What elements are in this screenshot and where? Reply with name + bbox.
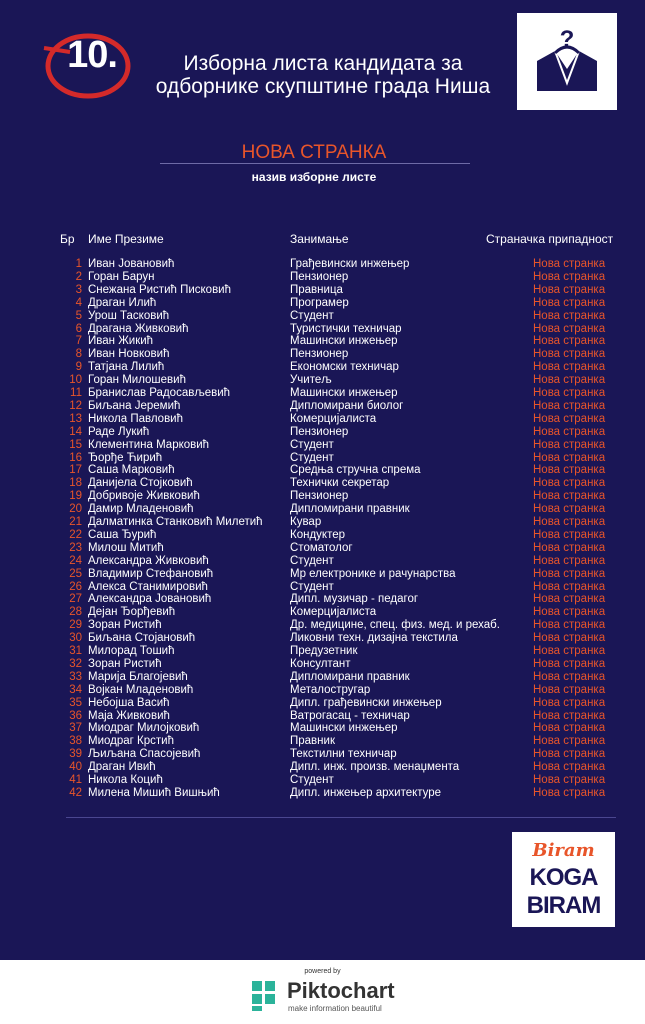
table-row: [0, 452, 645, 465]
candidate-occupation: Дипл. инжењер архитектуре: [290, 786, 442, 799]
table-row: [0, 374, 645, 387]
candidate-number: 28: [69, 606, 82, 619]
candidate-name: Иван Жикић: [88, 335, 154, 348]
candidate-name: Зоран Ристић: [88, 657, 162, 670]
table-row: [0, 297, 645, 310]
candidate-name: Снежана Ристић Писковић: [88, 283, 232, 296]
table-row: [0, 258, 645, 271]
logo-line-3: BIRAM: [526, 892, 601, 919]
candidate-party: Нова странка: [533, 722, 606, 735]
candidate-number: 19: [69, 490, 82, 503]
candidate-party: Нова странка: [533, 464, 606, 477]
candidate-party: Нова странка: [533, 412, 606, 425]
candidate-name: Алекса Станимировић: [88, 580, 208, 593]
candidate-party: Нова странка: [533, 322, 606, 335]
candidate-party: Нова странка: [533, 748, 606, 761]
candidate-party: Нова странка: [533, 451, 606, 464]
column-header-name: Име Презиме: [88, 232, 164, 246]
party-logo: [517, 13, 617, 110]
table-row: [0, 387, 645, 400]
candidate-number: 40: [69, 761, 82, 774]
candidate-name: Миодраг Милојковић: [88, 722, 200, 735]
table-row: [0, 529, 645, 542]
table-row: [0, 710, 645, 723]
table-row: [0, 581, 645, 594]
candidate-party: Нова странка: [533, 683, 606, 696]
table-row: [0, 464, 645, 477]
candidate-occupation: Технички секретар: [290, 477, 390, 490]
candidate-party: Нова странка: [533, 657, 606, 670]
candidate-occupation: Дипл. инж. произв. менаџмента: [290, 761, 460, 774]
candidate-number: 41: [69, 774, 82, 786]
candidate-occupation: Текстилни техничар: [290, 748, 397, 761]
candidate-number: 37: [69, 722, 82, 735]
candidate-number: 1: [75, 258, 82, 270]
candidate-name: Никола Павловић: [88, 412, 184, 425]
candidate-party: Нова странка: [533, 709, 606, 722]
candidate-party: Нова странка: [533, 296, 606, 309]
candidate-number: 13: [69, 412, 82, 425]
svg-text:?: ?: [559, 26, 575, 53]
table-row: [0, 284, 645, 297]
candidate-occupation: Правник: [290, 735, 335, 748]
candidate-name: Клементина Марковић: [88, 438, 210, 451]
candidate-number: 11: [70, 387, 82, 399]
candidate-party: Нова странка: [533, 632, 606, 645]
candidate-name: Војкан Младеновић: [88, 683, 194, 696]
candidate-party: Нова странка: [533, 387, 606, 399]
candidate-occupation: Предузетник: [290, 645, 358, 657]
candidate-name: Драгана Живковић: [88, 322, 189, 335]
candidate-number: 14: [69, 425, 82, 438]
candidate-party: Нова странка: [533, 490, 606, 503]
candidate-name: Милена Мишић Вишњић: [88, 786, 220, 799]
candidate-name: Горан Милошевић: [88, 374, 186, 387]
candidate-occupation: Туристички техничар: [290, 322, 402, 335]
candidate-party: Нова странка: [533, 554, 606, 567]
candidate-number: 42: [69, 786, 82, 799]
divider: [160, 163, 470, 164]
table-row: [0, 426, 645, 439]
table-row: [0, 490, 645, 503]
candidate-name: Александра Јовановић: [88, 593, 212, 606]
list-number: 10.: [67, 34, 117, 76]
table-row: [0, 722, 645, 735]
table-row: [0, 645, 645, 658]
candidate-party: Нова странка: [533, 567, 606, 580]
candidate-number: 18: [69, 477, 82, 490]
candidate-party: Нова странка: [533, 541, 606, 554]
candidate-number: 35: [69, 696, 82, 709]
candidate-name: Иван Новковић: [88, 348, 170, 361]
candidate-name: Марија Благојевић: [88, 670, 188, 683]
candidate-number: 24: [69, 554, 82, 567]
candidate-occupation: Металостругар: [290, 683, 371, 696]
candidate-party: Нова странка: [533, 425, 606, 438]
candidate-party: Нова странка: [533, 670, 606, 683]
table-row: [0, 361, 645, 374]
candidate-party: Нова странка: [533, 348, 606, 361]
candidate-occupation: Студент: [290, 554, 334, 567]
candidate-name: Дамир Младеновић: [88, 503, 194, 516]
candidate-party: Нова странка: [533, 619, 606, 632]
candidate-name: Биљана Стојановић: [88, 632, 196, 645]
table-row: [0, 310, 645, 323]
candidate-party: Нова странка: [533, 361, 606, 374]
table-row: [0, 348, 645, 361]
candidate-party: Нова странка: [533, 503, 606, 516]
candidate-name: Небојша Васић: [88, 696, 170, 709]
table-row: [0, 413, 645, 426]
candidate-name: Горан Барун: [88, 270, 155, 283]
candidate-occupation: Студент: [290, 438, 334, 451]
candidate-number: 36: [69, 709, 82, 722]
candidate-party: Нова странка: [533, 399, 606, 412]
candidate-number: 12: [69, 399, 82, 412]
table-row: [0, 323, 645, 336]
candidate-number: 6: [75, 322, 82, 335]
candidate-occupation: Пензионер: [290, 348, 349, 361]
candidate-occupation: Правница: [290, 283, 343, 296]
jacket-question-icon: [517, 13, 617, 110]
candidate-party: Нова странка: [533, 258, 606, 270]
candidate-number: 39: [69, 748, 82, 761]
biram-koga-biram-logo: [512, 832, 615, 927]
candidate-name: Биљана Јеремић: [88, 399, 181, 412]
candidate-name: Иван Јовановић: [88, 258, 175, 270]
candidate-occupation: Мр електронике и рачунарства: [290, 567, 456, 580]
powered-by-label: powered by: [304, 968, 341, 975]
candidate-party: Нова странка: [533, 786, 606, 799]
candidate-number: 22: [69, 528, 82, 541]
candidate-number: 27: [69, 593, 82, 606]
table-row: [0, 619, 645, 632]
candidate-party: Нова странка: [533, 593, 606, 606]
candidate-occupation: Кувар: [290, 516, 322, 528]
candidate-number: 9: [75, 361, 82, 374]
candidate-party: Нова странка: [533, 438, 606, 451]
candidate-party: Нова странка: [533, 516, 606, 528]
divider: [66, 817, 616, 818]
candidate-occupation: Учитељ: [290, 374, 332, 387]
candidate-party: Нова странка: [533, 761, 606, 774]
candidate-party: Нова странка: [533, 580, 606, 593]
candidate-number: 8: [75, 348, 82, 361]
table-row: [0, 593, 645, 606]
candidate-party: Нова странка: [533, 606, 606, 619]
candidate-party: Нова странка: [533, 335, 606, 348]
candidate-occupation: Економски техничар: [290, 361, 399, 374]
candidate-occupation: Средња стручна спрема: [290, 464, 421, 477]
candidate-name: Дејан Ђорђевић: [88, 606, 176, 619]
candidate-occupation: Комерцијалиста: [290, 412, 377, 425]
candidate-party: Нова странка: [533, 270, 606, 283]
candidate-party: Нова странка: [533, 774, 606, 786]
candidate-occupation: Дипломирани биолог: [290, 399, 404, 412]
piktochart-tagline: make information beautiful: [288, 1004, 382, 1013]
candidate-party: Нова странка: [533, 735, 606, 748]
table-row: [0, 503, 645, 516]
candidate-name: Саша Марковић: [88, 464, 175, 477]
candidate-occupation: Машински инжењер: [290, 722, 398, 735]
candidate-number: 15: [69, 438, 82, 451]
candidate-occupation: Машински инжењер: [290, 387, 398, 399]
candidate-number: 34: [69, 683, 82, 696]
title-line-2: одборнике скупштине града Ниша: [155, 75, 491, 98]
candidate-number: 23: [69, 541, 82, 554]
table-row: [0, 697, 645, 710]
candidate-number: 26: [69, 580, 82, 593]
list-subtitle: назив изборне листе: [251, 170, 377, 184]
candidate-number: 32: [69, 657, 82, 670]
candidate-name: Никола Коцић: [88, 774, 163, 786]
candidate-party: Нова странка: [533, 374, 606, 387]
candidate-occupation: Пензионер: [290, 270, 349, 283]
candidate-occupation: Ликовни техн. дизајна текстила: [290, 632, 458, 645]
candidate-occupation: Др. медицине, спец. физ. мед. и рехаб.: [290, 619, 500, 632]
table-row: [0, 439, 645, 452]
candidate-name: Бранислав Радосављевић: [88, 387, 231, 399]
candidate-occupation: Пензионер: [290, 425, 349, 438]
candidate-number: 10: [69, 374, 82, 387]
candidate-number: 5: [75, 309, 82, 322]
candidate-party: Нова странка: [533, 477, 606, 490]
candidate-occupation: Дипл. музичар - педагог: [290, 593, 419, 606]
table-row: [0, 658, 645, 671]
candidate-occupation: Кондуктер: [290, 528, 345, 541]
candidate-name: Раде Лукић: [88, 425, 150, 438]
candidate-number: 30: [69, 632, 82, 645]
candidate-number: 3: [75, 283, 82, 296]
candidate-name: Зоран Ристић: [88, 619, 162, 632]
candidate-occupation: Студент: [290, 451, 334, 464]
candidate-occupation: Ватрогасац - техничар: [290, 709, 410, 722]
candidate-occupation: Пензионер: [290, 490, 349, 503]
candidate-party: Нова странка: [533, 696, 606, 709]
candidate-number: 25: [69, 567, 82, 580]
candidate-name: Милош Митић: [88, 541, 164, 554]
candidate-occupation: Студент: [290, 774, 334, 786]
table-row: [0, 335, 645, 348]
candidate-number: 17: [69, 464, 82, 477]
column-header-number: Бр: [60, 232, 75, 246]
candidate-name: Урош Тасковић: [88, 309, 170, 322]
page-title: [148, 52, 498, 98]
table-row: [0, 477, 645, 490]
candidate-occupation: Комерцијалиста: [290, 606, 377, 619]
candidate-number: 38: [69, 735, 82, 748]
table-row: [0, 516, 645, 529]
candidate-number: 29: [69, 619, 82, 632]
candidate-name: Добривоје Живковић: [88, 490, 200, 503]
candidate-occupation: Програмер: [290, 296, 349, 309]
table-row: [0, 671, 645, 684]
candidate-occupation: Студент: [290, 309, 334, 322]
table-row: [0, 774, 645, 787]
column-header-party: Страначка припадност: [486, 232, 614, 246]
candidate-number: 7: [75, 335, 82, 348]
table-row: [0, 568, 645, 581]
table-row: [0, 542, 645, 555]
candidate-name: Љиљана Спасојевић: [88, 748, 201, 761]
candidate-number: 2: [75, 270, 82, 283]
candidate-occupation: Дипломирани правник: [290, 670, 410, 683]
candidate-name: Далматинка Станковић Милетић: [88, 516, 263, 528]
candidate-occupation: Консултант: [290, 657, 351, 670]
table-row: [0, 632, 645, 645]
piktochart-brand[interactable]: Piktochart: [287, 978, 395, 1003]
candidate-name: Маја Живковић: [88, 709, 170, 722]
candidate-name: Владимир Стефановић: [88, 567, 214, 580]
candidate-occupation: Стоматолог: [290, 541, 353, 554]
candidate-number: 21: [69, 516, 82, 528]
logo-line-2: KOGA: [529, 864, 598, 891]
candidate-party: Нова странка: [533, 309, 606, 322]
candidate-party: Нова странка: [533, 645, 606, 657]
candidate-number: 4: [75, 296, 82, 309]
candidate-name: Данијела Стојковић: [88, 477, 193, 490]
table-row: [0, 748, 645, 761]
column-header-occupation: Занимање: [290, 232, 349, 246]
candidate-name: Ђорђе Ћирић: [88, 451, 163, 464]
table-row: [0, 555, 645, 568]
candidate-number: 16: [69, 451, 82, 464]
table-row: [0, 761, 645, 774]
title-line-1: Изборна листа кандидата за: [183, 52, 463, 75]
candidate-number: 33: [69, 670, 82, 683]
table-row: [0, 684, 645, 697]
candidate-name: Драган Илић: [88, 296, 157, 309]
candidate-name: Милорад Тошић: [88, 645, 175, 657]
candidate-name: Драган Ивић: [88, 761, 156, 774]
candidate-name: Александра Живковић: [88, 554, 209, 567]
candidate-occupation: Дипл. грађевински инжењер: [290, 696, 442, 709]
candidate-occupation: Грађевински инжењер: [290, 258, 410, 270]
logo-line-1: Biram: [532, 840, 595, 861]
table-row: [0, 787, 645, 800]
table-row: [0, 400, 645, 413]
candidate-party: Нова странка: [533, 283, 606, 296]
candidate-name: Миодраг Крстић: [88, 735, 174, 748]
candidate-occupation: Дипломирани правник: [290, 503, 410, 516]
candidate-party: Нова странка: [533, 528, 606, 541]
candidate-number: 20: [69, 503, 82, 516]
candidate-occupation: Машински инжењер: [290, 335, 398, 348]
table-row: [0, 271, 645, 284]
party-name: НОВА СТРАНКА: [241, 142, 387, 163]
candidate-name: Татјана Лилић: [88, 361, 165, 374]
candidate-occupation: Студент: [290, 580, 334, 593]
piktochart-logo-icon: [251, 980, 277, 1012]
table-row: [0, 735, 645, 748]
candidate-number: 31: [69, 645, 82, 657]
list-number-badge: [40, 28, 136, 104]
table-row: [0, 606, 645, 619]
candidate-name: Саша Ђурић: [88, 528, 157, 541]
